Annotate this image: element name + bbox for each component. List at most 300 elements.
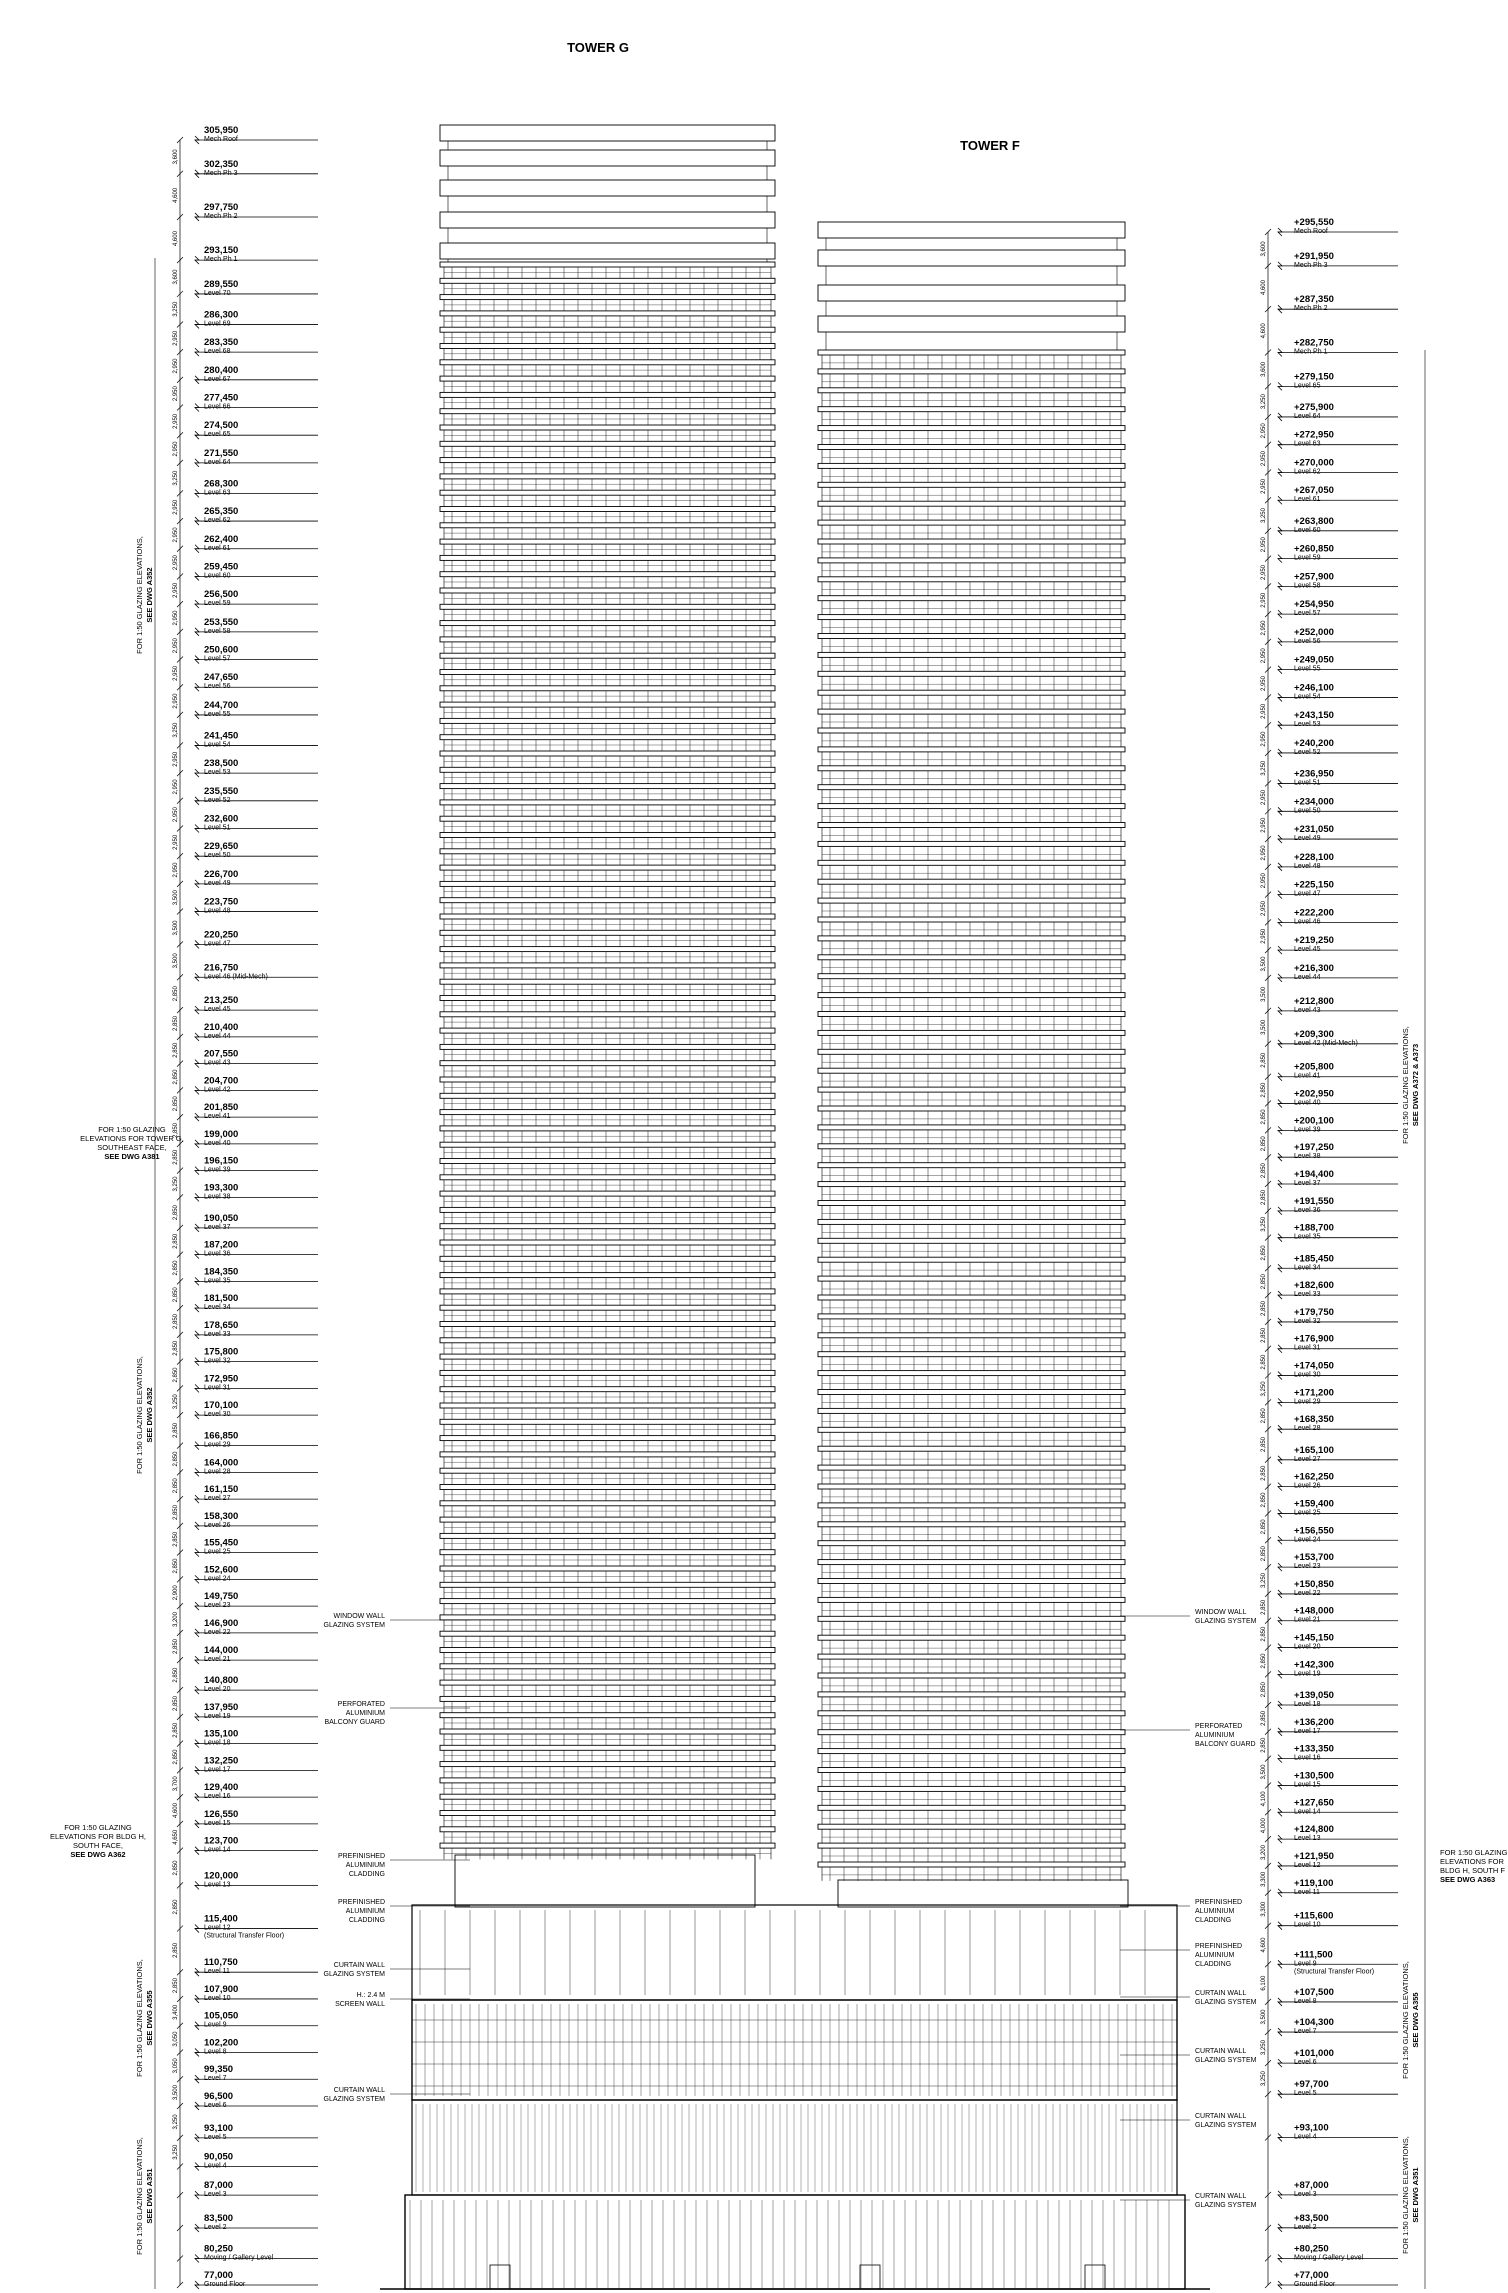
level-marker-icon — [1278, 1998, 1282, 2006]
window-band — [822, 1017, 1121, 1031]
window-band — [822, 998, 1121, 1012]
balcony-slab — [440, 344, 775, 349]
level-name: Level 39 — [1294, 1126, 1321, 1134]
balcony-slab — [440, 1110, 775, 1115]
dimension-value: 4,600 — [1261, 1937, 1267, 1953]
level-marker-icon — [1278, 496, 1282, 504]
dimension-value: 3,250 — [173, 1394, 179, 1410]
window-band — [444, 1098, 771, 1109]
level-name: Level 37 — [204, 1223, 231, 1231]
level-name: Level 38 — [1294, 1153, 1321, 1161]
level-name: Level 39 — [204, 1166, 231, 1174]
window-band — [444, 1327, 771, 1338]
level-name: Level 46 (Mid-Mech) — [204, 973, 268, 981]
balcony-slab — [440, 1729, 775, 1734]
window-band — [444, 414, 771, 425]
level-elevation: +156,550 — [1294, 1525, 1334, 1537]
window-band — [822, 1224, 1121, 1238]
window-band — [822, 639, 1121, 653]
window-band — [444, 919, 771, 930]
level-marker-icon — [1278, 2133, 1282, 2141]
level-elevation: +263,800 — [1294, 515, 1334, 527]
window-band — [444, 1538, 771, 1549]
level-elevation: +234,000 — [1294, 796, 1334, 808]
window-band — [822, 1281, 1121, 1295]
level-elevation: 123,700 — [204, 1835, 239, 1847]
level-marker-icon — [195, 1602, 199, 1610]
level-elevation: 110,750 — [204, 1957, 238, 1969]
level-elevation: 229,650 — [204, 841, 239, 853]
level-elevation: +101,000 — [1294, 2048, 1334, 2060]
level-name: Level 44 — [204, 1032, 231, 1040]
window-band — [444, 886, 771, 897]
window-band — [822, 1243, 1121, 1257]
window-band — [444, 397, 771, 408]
level-marker-icon — [195, 376, 199, 384]
level-name: Level 5 — [1294, 2090, 1317, 2098]
balcony-slab — [440, 1273, 775, 1278]
balcony-slab — [818, 1201, 1125, 1206]
level-marker-icon — [195, 459, 199, 467]
level-marker-icon — [195, 2022, 199, 2030]
balcony-slab — [818, 577, 1125, 582]
level-elevation: 158,300 — [204, 1510, 239, 1522]
dimension-value: 2,850 — [1261, 1354, 1267, 1370]
level-name: Mech Roof — [204, 136, 238, 143]
window-band — [444, 1473, 771, 1484]
level-marker-icon — [195, 1224, 199, 1232]
level-elevation: +216,300 — [1294, 962, 1334, 974]
window-band — [822, 809, 1121, 823]
level-elevation: +252,000 — [1294, 626, 1334, 638]
balcony-slab — [440, 588, 775, 593]
level-elevation: 265,350 — [204, 506, 239, 518]
level-marker-icon — [1278, 1862, 1282, 1870]
level-marker-icon — [1278, 1483, 1282, 1491]
dimension-value: 2,950 — [173, 527, 179, 543]
level-elevation: +243,150 — [1294, 710, 1334, 722]
level-marker-icon — [1278, 891, 1282, 899]
window-band — [444, 1636, 771, 1647]
level-name: Level 11 — [204, 1968, 230, 1976]
level-marker-icon — [195, 1995, 199, 2003]
mech-slab — [818, 222, 1125, 238]
window-band — [444, 479, 771, 490]
level-marker-icon — [195, 1113, 199, 1121]
level-elevation: +130,500 — [1294, 1770, 1334, 1782]
level-marker-icon — [1278, 228, 1282, 236]
dimension-value: 3,500 — [173, 890, 179, 906]
level-elevation: 80,250 — [204, 2243, 234, 2255]
level-elevation: 155,450 — [204, 1537, 239, 1549]
dimension-value: 2,850 — [173, 1638, 179, 1655]
window-band — [444, 789, 771, 800]
level-elevation: 226,700 — [204, 868, 239, 880]
level-name: Level 8 — [1294, 1997, 1317, 2005]
window-band — [444, 1490, 771, 1501]
mech-slab — [440, 212, 775, 228]
window-band — [444, 1408, 771, 1419]
level-elevation: +236,950 — [1294, 768, 1334, 780]
window-band — [444, 1669, 771, 1680]
level-elevation: 247,650 — [204, 672, 239, 684]
window-band — [444, 1685, 771, 1696]
window-band — [444, 267, 771, 278]
level-name: Level 3 — [1294, 2190, 1317, 2198]
window-band — [444, 446, 771, 457]
balcony-slab — [818, 974, 1125, 979]
balcony-slab — [440, 1485, 775, 1490]
level-name: Level 21 — [204, 1656, 231, 1664]
balcony-slab — [818, 728, 1125, 733]
level-marker-icon — [195, 256, 199, 264]
window-band — [822, 412, 1121, 426]
window-band — [444, 1392, 771, 1403]
dimension-value: 3,250 — [1261, 760, 1267, 776]
balcony-slab — [818, 804, 1125, 809]
level-elevation: +197,250 — [1294, 1142, 1334, 1154]
level-elevation: +254,950 — [1294, 599, 1334, 611]
level-elevation: 152,600 — [204, 1564, 239, 1576]
level-name: Mech Ph 3 — [1294, 261, 1328, 269]
level-name: Mech Ph 3 — [204, 169, 238, 177]
balcony-slab — [440, 507, 775, 512]
level-name: Mech Roof — [1294, 228, 1328, 235]
window-band — [822, 393, 1121, 407]
window-band — [444, 1017, 771, 1028]
window-band — [444, 430, 771, 441]
level-marker-icon — [1278, 555, 1282, 563]
level-elevation: 146,900 — [204, 1617, 239, 1629]
level-name: Level 48 — [1294, 862, 1321, 870]
balcony-slab — [440, 653, 775, 658]
level-marker-icon — [1278, 468, 1282, 476]
dimension-value: 6,100 — [1261, 1975, 1267, 1991]
level-name: Level 22 — [204, 1628, 231, 1636]
balcony-slab — [440, 1468, 775, 1473]
balcony-slab — [440, 1533, 775, 1538]
level-elevation: 235,550 — [204, 785, 239, 797]
mech-slab — [818, 316, 1125, 332]
level-marker-icon — [1278, 413, 1282, 421]
level-name: Level 68 — [204, 348, 231, 356]
level-elevation: +168,350 — [1294, 1414, 1334, 1426]
level-marker-icon — [1278, 1509, 1282, 1517]
balcony-slab — [818, 1049, 1125, 1054]
level-name: Level 22 — [1294, 1589, 1321, 1597]
window-band — [444, 349, 771, 360]
level-elevation: +240,200 — [1294, 737, 1334, 749]
window-band — [444, 1604, 771, 1615]
level-elevation: +249,050 — [1294, 654, 1334, 666]
level-name: Level 50 — [204, 852, 231, 860]
level-marker-icon — [1278, 1701, 1282, 1709]
balcony-slab — [440, 1680, 775, 1685]
dimension-value: 2,950 — [173, 582, 179, 598]
level-elevation: 164,000 — [204, 1457, 239, 1469]
dimension-value: 3,250 — [1261, 508, 1267, 524]
level-elevation: +153,700 — [1294, 1552, 1334, 1564]
balcony-slab — [440, 1778, 775, 1783]
level-elevation: 90,050 — [204, 2151, 234, 2163]
level-name: Level 6 — [204, 2101, 227, 2109]
dimension-value: 2,850 — [173, 1478, 179, 1494]
dimension-value: 2,850 — [1261, 1519, 1267, 1535]
level-marker-icon — [1278, 1670, 1282, 1678]
level-name: Level 32 — [1294, 1317, 1321, 1325]
balcony-slab — [440, 621, 775, 626]
window-band — [822, 960, 1121, 974]
level-marker-icon — [195, 940, 199, 948]
dimension-value: 3,500 — [173, 953, 179, 969]
level-marker-icon — [195, 1167, 199, 1175]
balcony-slab — [440, 555, 775, 560]
dimension-value: 4,000 — [1261, 1818, 1267, 1834]
level-elevation: 297,750 — [204, 201, 239, 213]
level-marker-icon — [1278, 1345, 1282, 1353]
dimension-value: 2,850 — [1261, 1163, 1267, 1179]
level-name: Level 61 — [204, 544, 231, 552]
level-marker-icon — [195, 1140, 199, 1148]
level-elevation: 268,300 — [204, 478, 239, 490]
dimension-value: 2,950 — [173, 441, 179, 457]
level-marker-icon — [1278, 1180, 1282, 1188]
level-name: Level 46 — [1294, 918, 1321, 926]
window-band — [822, 525, 1121, 539]
dimension-value: 2,950 — [1261, 817, 1267, 833]
level-marker-icon — [1278, 262, 1282, 270]
dimension-value: 4,600 — [1261, 280, 1267, 296]
level-elevation: +107,500 — [1294, 1986, 1334, 1998]
level-elevation: 274,500 — [204, 420, 239, 432]
balcony-slab — [440, 1370, 775, 1375]
level-elevation: 244,700 — [204, 699, 239, 711]
level-marker-icon — [1278, 1456, 1282, 1464]
balcony-slab — [818, 1257, 1125, 1262]
dimension-value: 2,850 — [1261, 1327, 1267, 1343]
level-elevation: 120,000 — [204, 1870, 239, 1882]
balcony-slab — [440, 1615, 775, 1620]
level-marker-icon — [195, 1713, 199, 1721]
dimension-value: 2,850 — [173, 1978, 179, 1994]
dimension-value: 3,600 — [173, 269, 179, 285]
level-elevation: 293,150 — [204, 245, 239, 257]
window-band — [444, 1082, 771, 1093]
balcony-slab — [440, 539, 775, 544]
level-marker-icon — [1278, 863, 1282, 871]
level-elevation: +165,100 — [1294, 1444, 1334, 1456]
level-elevation: +174,050 — [1294, 1360, 1334, 1372]
level-name: Level 16 — [1294, 1754, 1321, 1762]
balcony-slab — [818, 445, 1125, 450]
balcony-slab — [440, 262, 775, 267]
level-marker-icon — [1278, 1234, 1282, 1242]
balcony-slab — [818, 482, 1125, 487]
level-marker-icon — [195, 2224, 199, 2232]
level-name: Level 60 — [204, 572, 231, 580]
level-marker-icon — [195, 545, 199, 553]
balcony-slab — [818, 879, 1125, 884]
dimension-value: 2,850 — [173, 1531, 179, 1547]
balcony-slab — [440, 751, 775, 756]
dimension-value: 2,850 — [1261, 1408, 1267, 1424]
balcony-slab — [440, 979, 775, 984]
level-elevation: +145,150 — [1294, 1632, 1334, 1644]
balcony-slab — [440, 735, 775, 740]
level-name: Level 11 — [1294, 1888, 1320, 1896]
dimension-value: 3,600 — [173, 149, 179, 165]
dimension-value: 3,250 — [173, 1176, 179, 1192]
level-elevation: 107,900 — [204, 1983, 239, 1995]
balcony-slab — [440, 425, 775, 430]
dimension-value: 2,850 — [1261, 1136, 1267, 1152]
level-marker-icon — [1278, 1755, 1282, 1763]
balcony-slab — [818, 558, 1125, 563]
level-elevation: 213,250 — [204, 995, 239, 1007]
dimension-value: 2,950 — [173, 779, 179, 795]
window-band — [822, 1168, 1121, 1182]
dimension-value: 2,950 — [173, 499, 179, 515]
level-name: Level 18 — [1294, 1700, 1321, 1708]
level-marker-icon — [195, 797, 199, 805]
level-elevation: 305,950 — [204, 125, 239, 136]
level-name: Level 30 — [204, 1411, 231, 1419]
dimension-value: 2,950 — [1261, 900, 1267, 916]
balcony-slab — [440, 1827, 775, 1832]
level-marker-icon — [1278, 638, 1282, 646]
level-name: Level 23 — [204, 1602, 231, 1610]
level-elevation: 232,600 — [204, 813, 239, 825]
balcony-slab — [440, 1403, 775, 1408]
tower-f-level-markers — [1278, 217, 1398, 2289]
dimension-value: 2,850 — [173, 1260, 179, 1276]
level-name: Level 59 — [1294, 554, 1321, 562]
mech-slab — [818, 285, 1125, 301]
level-marker-icon — [1278, 1007, 1282, 1015]
level-elevation: +97,700 — [1294, 2079, 1329, 2091]
level-marker-icon — [195, 741, 199, 749]
level-name: Level 62 — [1294, 468, 1321, 476]
level-name: Mech Ph 2 — [1294, 305, 1328, 313]
window-band — [822, 374, 1121, 388]
level-name: Level 45 — [204, 1006, 231, 1014]
level-marker-icon — [1278, 2254, 1282, 2262]
balcony-slab — [440, 1794, 775, 1799]
dimension-value: 3,500 — [173, 920, 179, 936]
window-band — [444, 1718, 771, 1729]
level-elevation: 137,950 — [204, 1701, 239, 1713]
level-name: Ground Floor — [1294, 2281, 1336, 2288]
level-name: Level 41 — [204, 1113, 231, 1121]
level-marker-icon — [195, 1086, 199, 1094]
dimension-value: 2,850 — [173, 986, 179, 1002]
window-band — [444, 300, 771, 311]
level-name: Level 64 — [204, 458, 231, 466]
level-elevation: 207,550 — [204, 1048, 239, 1060]
level-marker-icon — [195, 1656, 199, 1664]
level-marker-icon — [195, 1033, 199, 1041]
level-name: Level 26 — [1294, 1482, 1321, 1490]
dimension-value: 3,600 — [1261, 241, 1267, 257]
level-name: Level 4 — [1294, 2133, 1317, 2141]
window-band — [444, 512, 771, 523]
level-elevation: 105,050 — [204, 2010, 239, 2022]
dimension-value: 2,850 — [1261, 1626, 1267, 1642]
dimension-value: 4,600 — [1261, 323, 1267, 339]
level-marker-icon — [1278, 807, 1282, 815]
dimension-value: 2,950 — [1261, 845, 1267, 861]
level-name: Level 52 — [204, 796, 231, 804]
balcony-slab — [818, 1125, 1125, 1130]
level-marker-icon — [1278, 1536, 1282, 1544]
level-marker-icon — [195, 1384, 199, 1392]
level-marker-icon — [195, 683, 199, 691]
level-name: Level 19 — [204, 1712, 231, 1720]
balcony-slab — [440, 996, 775, 1001]
balcony-slab — [818, 898, 1125, 903]
level-name: Level 49 — [204, 879, 231, 887]
level-name: Level 47 — [204, 940, 231, 948]
level-name: Level 10 — [1294, 1921, 1321, 1929]
level-elevation: +136,200 — [1294, 1716, 1334, 1728]
level-marker-icon — [1278, 1889, 1282, 1897]
level-name: Level 27 — [204, 1495, 231, 1503]
level-marker-icon — [195, 908, 199, 916]
dimension-value: 2,950 — [1261, 537, 1267, 553]
level-elevation: +222,200 — [1294, 907, 1334, 919]
level-elevation: +150,850 — [1294, 1578, 1334, 1590]
dimension-value: 2,900 — [173, 1585, 179, 1601]
level-name: Level 42 (Mid-Mech) — [1294, 1039, 1358, 1047]
level-name: Level 34 — [204, 1304, 231, 1312]
level-marker-icon — [1278, 780, 1282, 788]
mech-slab — [440, 150, 775, 166]
balcony-slab — [440, 1322, 775, 1327]
level-elevation: +104,300 — [1294, 2017, 1334, 2029]
level-name: Level 51 — [1294, 779, 1321, 787]
balcony-slab — [440, 1077, 775, 1082]
window-band — [444, 1457, 771, 1468]
window-band — [444, 984, 771, 995]
level-name: Level 40 — [204, 1139, 231, 1147]
balcony-slab — [818, 388, 1125, 393]
window-band — [444, 968, 771, 979]
level-marker-icon — [1278, 1922, 1282, 1930]
window-band — [444, 723, 771, 734]
level-elevation: +272,950 — [1294, 429, 1334, 441]
level-marker-icon — [195, 1881, 199, 1889]
level-marker-icon — [1278, 918, 1282, 926]
level-marker-icon — [195, 1060, 199, 1068]
dimension-value: 2,850 — [173, 1096, 179, 1112]
level-name: Level 35 — [1294, 1233, 1321, 1241]
level-name: Level 19 — [1294, 1670, 1321, 1678]
balcony-slab — [440, 1387, 775, 1392]
level-elevation: +111,500 — [1294, 1949, 1333, 1961]
level-name: Level 44 — [1294, 973, 1321, 981]
level-name: Level 9 — [1294, 1960, 1317, 1968]
level-name: Level 56 — [1294, 637, 1321, 645]
level-marker-icon — [1278, 946, 1282, 954]
level-name: Level 24 — [204, 1575, 231, 1583]
level-marker-icon — [195, 628, 199, 636]
level-elevation: 83,500 — [204, 2212, 234, 2224]
level-elevation: +212,800 — [1294, 995, 1334, 1007]
dimension-value: 4,600 — [173, 231, 179, 247]
level-name: Level 70 — [204, 289, 231, 297]
level-marker-icon — [1278, 1617, 1282, 1625]
level-marker-icon — [1278, 1318, 1282, 1326]
